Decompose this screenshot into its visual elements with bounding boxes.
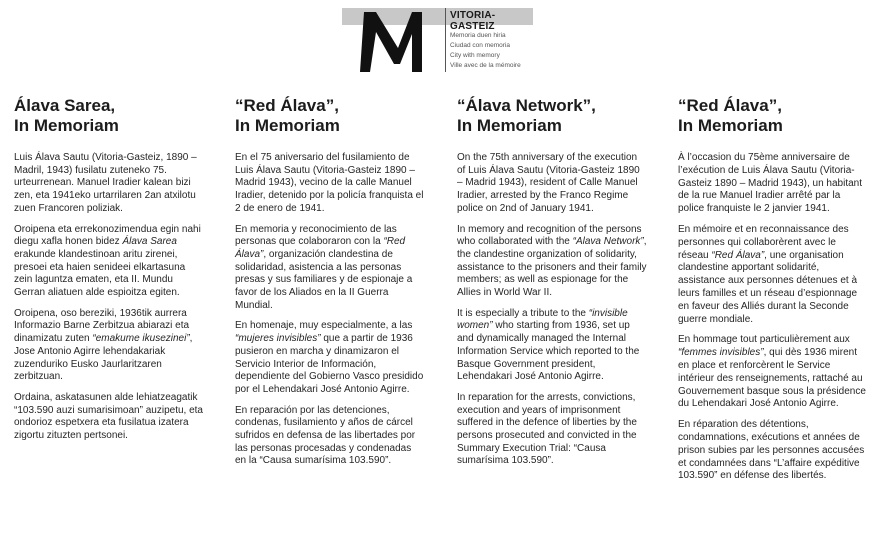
title-line-2: In Memoriam	[235, 116, 340, 135]
text-run: En réparation des détentions, condamnations, exécutions et années de prison subies par les personnes accusées et condamnées dans “L’affaire expéditive 103.590” en défense des libertés.	[678, 419, 865, 482]
title-line-1: Álava Sarea,	[14, 96, 116, 115]
text-run: , qui dès 1936 mirent en place et renforcèrent le Service intérieur des renseignements, rattaché au Gouvernement basque sous la présidence du Lehendakari José Antonio Agirre.	[678, 347, 866, 410]
column-body	[14, 152, 204, 443]
text-run: On the 75th anniversary of the execution of Luis Álava Sautu (Vitoria-Gasteiz 1890 – Madrid 1943), resident of Calle Manuel Iradier, arrested by the Franco Regime police on 2nd of January 1941.	[457, 152, 640, 214]
title-line-1: “Red Álava”,	[678, 96, 782, 115]
paragraph	[678, 334, 868, 411]
paragraph	[14, 152, 204, 216]
emphasis-text: “femmes invisibles”	[678, 347, 764, 359]
tagline-en: City with memory	[450, 52, 500, 59]
title-line-1: “Red Álava”,	[235, 96, 339, 115]
emphasis-text: “Red Álava”	[235, 236, 406, 260]
text-run: Oroipena, oso bereziki, 1936tik aurrera Informazio Barne Zerbitzua abiarazi eta dinamizatu zuten	[14, 307, 190, 345]
paragraph	[678, 419, 868, 483]
text-run: En memoria y reconocimiento de las personas que colaboraron con la	[235, 223, 397, 248]
paragraph	[235, 152, 425, 216]
column-body	[235, 152, 425, 468]
title-line-2: In Memoriam	[14, 116, 119, 135]
text-run: En hommage tout particulièrement aux	[678, 334, 850, 346]
tagline-fr: Ville avec de la mémoire	[450, 62, 521, 69]
title-line-1: “Álava Network”,	[457, 96, 596, 115]
text-run: , Jose Antonio Agirre lehendakariak zuzenduriko Eusko Jaurlaritzaren zerbitzuan.	[14, 333, 193, 383]
emphasis-text: Álava Sarea	[122, 236, 177, 248]
column-title	[457, 96, 647, 136]
m-logo-icon	[342, 8, 442, 72]
brand-title: VITORIA-GASTEIZ	[450, 10, 496, 32]
paragraph	[678, 152, 868, 216]
paragraph	[457, 224, 647, 300]
paragraph	[678, 224, 868, 326]
emphasis-text: “emakume ikusezinei”	[92, 333, 190, 345]
text-run: En mémoire et en reconnaissance des personnes qui collaborèrent avec le réseau	[678, 223, 849, 261]
text-run: Luis Álava Sautu (Vitoria-Gasteiz, 1890 – Madril, 1943) fusilatu zuteneko 75. urteurrenean. Manuel Iradier kalean bizi zen, eta 1941eko urtarrilaren 2an atxilotu zuen Francoren poliziak.	[14, 152, 197, 214]
text-run: que a partir de 1936 pusieron en marcha y dinamizaron el Servicio Interior de Información, dependiente del Gobierno Vasco presidido por el Lehendakari José Antonio Agirre.	[235, 333, 424, 395]
column-body	[678, 152, 868, 483]
tagline-eu: Memoria duen hiria	[450, 32, 506, 39]
paragraph	[14, 224, 204, 300]
text-run: , the clandestine organization of solidarity, assistance to the prisoners and their family members; as well as espionage for the Allies in World War II.	[457, 236, 647, 299]
tagline-es: Ciudad con memoria	[450, 42, 510, 49]
column-basque	[14, 96, 204, 451]
m-logo	[342, 8, 442, 72]
title-line-2: In Memoriam	[678, 116, 783, 135]
paragraph	[235, 224, 425, 313]
paragraph	[235, 320, 425, 396]
emphasis-text: “mujeres invisibles”	[235, 333, 321, 345]
column-title	[235, 96, 425, 136]
text-run: In reparation for the arrests, convictions, execution and years of imprisonment suffered in the defence of liberties by the persons prosecuted and convicted in the Summary Execution Trial: “Causa sumarísima 103.590”.	[457, 391, 637, 467]
column-body	[457, 152, 647, 468]
text-run: En homenaje, muy especialmente, a las	[235, 320, 413, 332]
text-run: Oroipena eta errekonozimendua egin nahi diegu xafla honen bidez	[14, 223, 201, 248]
column-spanish	[235, 96, 425, 476]
paragraph	[235, 405, 425, 469]
text-run: À l’occasion du 75ème anniversaire de l’exécution de Luis Álava Sautu (Vitoria-Gasteiz 1890 – Madrid 1943), un habitant de la rue Manuel Iradier arrêté par la police franquiste le 2 janvier 1941.	[678, 152, 863, 215]
text-run: It is especially a tribute to the	[457, 307, 589, 319]
text-run: En reparación por las detenciones, condenas, fusilamiento y años de cárcel sufridos en defensa de las libertades por las personas procesadas y condenadas en la “Causa sumarísima 103.590”.	[235, 404, 416, 467]
text-run: who starting from 1936, set up and dynamically managed the Internal Information Service which reported to the Basque Government president, Lehendakari José Antonio Agirre.	[457, 320, 640, 383]
paragraph	[457, 152, 647, 216]
column-english	[457, 96, 647, 476]
column-french	[678, 96, 868, 491]
header	[342, 8, 534, 80]
column-title	[14, 96, 204, 136]
paragraph	[14, 392, 204, 443]
brand-divider	[445, 8, 446, 72]
paragraph	[457, 308, 647, 384]
paragraph	[457, 392, 647, 468]
column-title	[678, 96, 868, 136]
emphasis-text: “invisible women”	[457, 307, 628, 332]
text-run: , une organisation clandestine apportant solidarité, assistance aux personnes détenues et à leurs familles et un réseau d’espionnage en faveur des Alliés durant la Seconde guerre mondiale.	[678, 249, 858, 325]
text-run: erakunde klandestinoan aritu zirenei, presoei eta haien senideei elkartasuna zein laguntza ematen, eta II. Mundu Gerran aliatuen alde espioitza egiten.	[14, 248, 186, 299]
title-line-2: In Memoriam	[457, 116, 562, 135]
text-run: Ordaina, askatasunen alde lehiatzeagatik “103.590 auzi sumarisimoan” auzipetu, eta ondorioz espetxera eta fusilatua izatera zigortu zituzten pertsonei.	[14, 391, 203, 442]
text-run: , organización clandestina de solidaridad, asistencia a las personas presas y sus familiares y de espionaje a favor de los Aliados en la II Guerra Mundial.	[235, 248, 413, 311]
emphasis-text: “Alava Network”	[572, 236, 644, 248]
paragraph	[14, 308, 204, 384]
emphasis-text: “Red Álava”	[711, 249, 765, 261]
text-run: En el 75 aniversario del fusilamiento de Luis Álava Sautu (Vitoria-Gasteiz 1890 – Madrid 1943), vecino de la calle Manuel Iradier, detenido por la policía franquista el 2 de enero de 1941.	[235, 152, 424, 214]
text-run: In memory and recognition of the persons who collaborated with the	[457, 223, 642, 248]
